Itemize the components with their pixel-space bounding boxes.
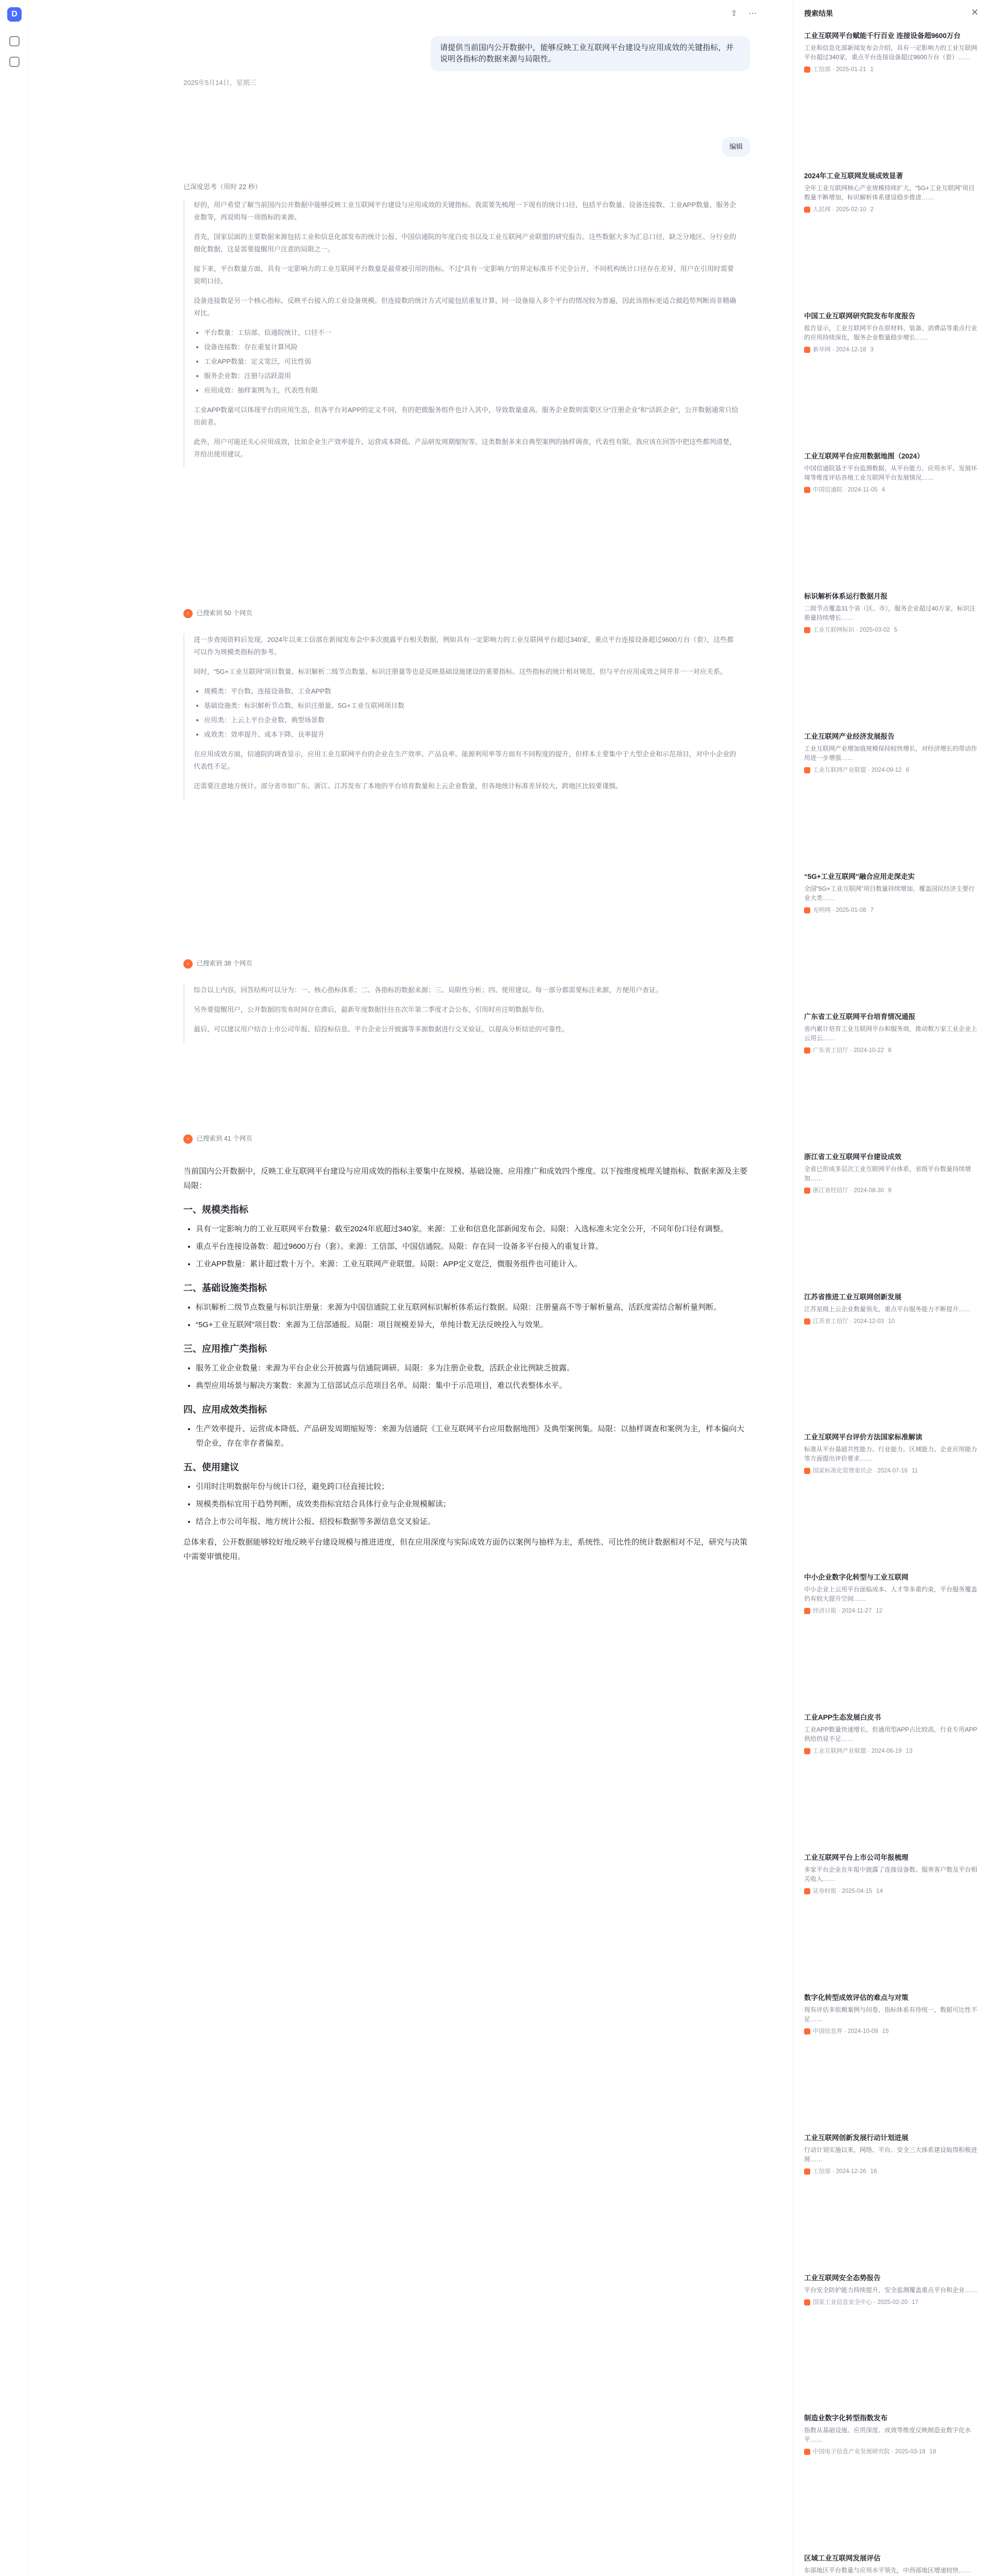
- source-title[interactable]: 工业互联网平台评价方法国家标准解读: [804, 1433, 923, 1441]
- source-site-date: 国家工业信息安全中心 · 2025-02-20: [813, 2299, 908, 2306]
- search-status-3[interactable]: [183, 1133, 252, 1144]
- source-index: 3: [870, 347, 874, 353]
- source-site-date: 工业互联网标识 · 2025-03-02: [813, 627, 890, 633]
- answer-list: [196, 1480, 750, 1529]
- source-index: 8: [888, 1047, 892, 1054]
- source-site-date: 经济日报 · 2024-11-27: [813, 1608, 872, 1614]
- answer-item: • 引用时注明数据年份与统计口径，避免跨口径直接比较；: [196, 1480, 750, 1494]
- source-item[interactable]: [804, 2133, 979, 2175]
- source-meta: [804, 1046, 979, 1054]
- think-list-item: • 规模类：平台数、连接设备数、工业APP数: [204, 685, 740, 698]
- edit-hint-text[interactable]: 编辑: [729, 143, 743, 150]
- search-count: 已搜索到 50 个网页: [196, 609, 252, 617]
- source-item[interactable]: [804, 1993, 979, 2035]
- reasoning-block-2: [183, 634, 740, 800]
- chat-toolbar: [183, 0, 771, 29]
- answer-list: [196, 1422, 750, 1451]
- think-list-item: • 应用类：上云上平台企业数、典型场景数: [204, 714, 740, 726]
- message-date: 2025年5月14日，星期三: [183, 79, 257, 87]
- answer-item: • 标识解析二级节点数量与标识注册量：来源为中国信通院工业互联网标识解析体系运行数据。局限：注册量高不等于解析量高，活跃度需结合解析量判断。: [196, 1300, 750, 1315]
- source-item[interactable]: [804, 1012, 979, 1054]
- site-favicon-icon: [804, 1188, 810, 1194]
- think-list-item: • 应用成效：抽样案例为主，代表性有限: [204, 384, 740, 397]
- source-meta: [804, 1466, 979, 1475]
- think-list-item: • 基础设施类：标识解析节点数、标识注册量、5G+工业互联网项目数: [204, 700, 740, 712]
- new-chat-icon[interactable]: [9, 36, 20, 46]
- source-snippet: 全省已形成多层次工业互联网平台体系，省级平台数量持续增加……: [804, 1165, 971, 1182]
- source-meta: [804, 2447, 979, 2455]
- source-item[interactable]: [804, 311, 979, 353]
- reasoning-block-3: [183, 984, 740, 1043]
- source-item[interactable]: [804, 1572, 979, 1615]
- search-status-2[interactable]: [183, 958, 252, 969]
- source-title[interactable]: 工业互联网平台赋能千行百业 连接设备超9600万台: [804, 32, 961, 40]
- sources-panel: [793, 0, 989, 2576]
- source-title[interactable]: 工业互联网平台应用数据地图（2024）: [804, 452, 924, 460]
- answer-item: • 规模类指标宜用于趋势判断，成效类指标宜结合具体行业与企业规模解读；: [196, 1497, 750, 1512]
- source-site-date: 工信部 · 2025-01-21: [813, 66, 866, 73]
- source-meta: [804, 485, 979, 494]
- source-index: 17: [912, 2299, 918, 2306]
- source-meta: [804, 65, 979, 73]
- source-item[interactable]: [804, 1152, 979, 1194]
- source-meta: [804, 345, 979, 353]
- source-meta: [804, 205, 979, 213]
- think-para: 综合以上内容，回答结构可以分为：一、核心指标体系；二、各指标的数据来源；三、局限性分析；四、使用建议。每一部分都需要标注来源，方便用户查证。: [194, 986, 663, 994]
- search-icon: ⌕: [183, 959, 193, 969]
- site-favicon-icon: [804, 1318, 810, 1325]
- source-snippet: 省内累计培育工业互联网平台和服务商，推动数万家工业企业上云用云……: [804, 1025, 978, 1042]
- source-snippet: 指数从基础设施、应用深度、成效等维度反映制造业数字化水平……: [804, 2427, 971, 2443]
- answer-item: • 重点平台连接设备数：超过9600万台（套）。来源：工信部、中国信通院。局限：存在同一设备多平台接入的重复计算。: [196, 1240, 750, 1254]
- answer-item: • 结合上市公司年报、地方统计公报、招投标数据等多源信息交叉验证。: [196, 1515, 750, 1529]
- think-list-item: • 设备连接数：存在重复计算风险: [204, 341, 740, 353]
- close-icon[interactable]: ✕: [970, 7, 979, 18]
- answer-list: [196, 1300, 750, 1332]
- source-snippet: 中国信通院基于平台监测数据，从平台能力、应用水平、发展环境等维度评估各地工业互联网平台发展情况……: [804, 465, 978, 481]
- user-message-short: [722, 137, 750, 157]
- think-list: [204, 685, 740, 741]
- section-heading: 二、基础设施类指标: [183, 1283, 267, 1293]
- user-message: 请提供当前国内公开数据中，能够反映工业互联网平台建设与应用成效的关键指标，并说明各指标的数据来源与局限性。: [431, 36, 750, 71]
- answer-item: • 生产效率提升、运营成本降低、产品研发周期缩短等：来源为信通院《工业互联网平台应用数据地图》及典型案例集。局限：以抽样调查和案例为主，样本偏向大型企业，存在幸存者偏差。: [196, 1422, 750, 1451]
- search-icon: ⌕: [183, 1134, 193, 1144]
- answer-intro: 当前国内公开数据中，反映工业互联网平台建设与应用成效的指标主要集中在规模、基础设施、应用推广和成效四个维度。以下按维度梳理关键指标、数据来源及主要局限：: [183, 1167, 748, 1190]
- think-para: 工业APP数量可以体现平台的应用生态，但各平台对APP的定义不同，有的把微服务组件也计入其中，导致数量虚高。服务企业数则需要区分“注册企业”和“活跃企业”，公开数据通常只给出前者。: [194, 406, 739, 426]
- source-title[interactable]: 数字化转型成效评估的难点与对策: [804, 1994, 909, 2002]
- source-title[interactable]: 区域工业互联网发展评估: [804, 2554, 881, 2562]
- source-snippet: 多家平台企业在年报中披露了连接设备数、服务客户数及平台相关收入……: [804, 1866, 978, 1883]
- source-item[interactable]: [804, 171, 979, 213]
- site-favicon-icon: [804, 1748, 810, 1754]
- site-favicon-icon: [804, 2168, 810, 2175]
- site-favicon-icon: [804, 627, 810, 633]
- section-heading: 一、规模类指标: [183, 1205, 248, 1215]
- source-snippet: 二级节点覆盖31个省（区、市），服务企业超过40万家，标识注册量持续增长……: [804, 605, 976, 621]
- source-meta: [804, 2298, 979, 2306]
- source-site-date: 国家标准化管理委员会 · 2024-07-16: [813, 1468, 908, 1474]
- site-favicon-icon: [804, 767, 810, 773]
- source-site-date: 江苏省工信厅 · 2024-12-03: [813, 1318, 884, 1325]
- source-title[interactable]: 广东省工业互联网平台培育情况通报: [804, 1013, 915, 1021]
- site-favicon-icon: [804, 66, 810, 73]
- search-icon: ⌕: [183, 609, 193, 618]
- source-item[interactable]: [804, 1292, 979, 1325]
- source-site-date: 光明网 · 2025-01-08: [813, 907, 866, 913]
- source-title[interactable]: 工业互联网安全态势报告: [804, 2274, 881, 2282]
- history-icon[interactable]: [9, 57, 20, 67]
- think-header[interactable]: 已深度思考（用时 22 秒）: [183, 183, 262, 191]
- source-meta: [804, 1186, 979, 1194]
- answer-list: [196, 1361, 750, 1393]
- source-site-date: 工业互联网产业联盟 · 2024-09-12: [813, 767, 902, 773]
- site-favicon-icon: [804, 207, 810, 213]
- source-title[interactable]: 工业互联网平台上市公司年报梳理: [804, 1854, 909, 1861]
- site-favicon-icon: [804, 2449, 810, 2455]
- source-snippet: 全国“5G+工业互联网”项目数量持续增加，覆盖国民经济主要行业大类……: [804, 885, 975, 902]
- source-index: 2: [870, 207, 874, 213]
- source-site-date: 广东省工信厅 · 2024-10-22: [813, 1047, 884, 1054]
- source-snippet: 工业APP数量快速增长，但通用型APP占比较高，行业专用APP供给仍显不足……: [804, 1726, 978, 1742]
- source-item[interactable]: [804, 2553, 979, 2576]
- source-index: 14: [876, 1888, 883, 1894]
- think-list-item: • 平台数量：工信部、信通院统计，口径不一: [204, 327, 740, 339]
- source-site-date: 人民网 · 2025-02-10: [813, 207, 866, 213]
- site-favicon-icon: [804, 2028, 810, 2035]
- source-item[interactable]: [804, 1432, 979, 1475]
- source-snippet: 现有评估多依赖案例与问卷，指标体系有待统一，数据可比性不足……: [804, 2006, 978, 2023]
- site-favicon-icon: [804, 487, 810, 493]
- section-heading: 五、使用建议: [183, 1462, 239, 1472]
- source-meta: [804, 766, 979, 774]
- search-status-1[interactable]: [183, 608, 252, 618]
- source-snippet: 工业互联网产业增加值规模保持较快增长，对经济增长的带动作用进一步增强……: [804, 745, 978, 761]
- source-item[interactable]: [804, 591, 979, 634]
- panel-title: 搜索结果: [804, 9, 833, 18]
- source-meta: [804, 906, 979, 914]
- source-title[interactable]: “5G+工业互联网”融合应用走深走实: [804, 873, 915, 880]
- source-meta: [804, 1317, 979, 1325]
- source-meta: [804, 1747, 979, 1755]
- source-site-date: 证券时报 · 2025-04-15: [813, 1888, 873, 1894]
- source-title[interactable]: 工业APP生态发展白皮书: [804, 1714, 881, 1721]
- source-site-date: 工信部 · 2024-12-26: [813, 2168, 866, 2175]
- search-count: 已搜索到 38 个网页: [196, 960, 252, 967]
- source-snippet: 东部地区平台数量与应用水平领先，中西部地区增速较快……: [804, 2567, 971, 2574]
- source-title[interactable]: 江苏省推进工业互联网创新发展: [804, 1293, 901, 1301]
- source-snippet: 江苏星级上云企业数量领先，重点平台服务能力不断提升……: [804, 1306, 971, 1313]
- source-index: 18: [929, 2449, 936, 2455]
- source-index: 12: [876, 1608, 882, 1614]
- assistant-answer: [183, 1164, 750, 1570]
- answer-list: [196, 1222, 750, 1272]
- source-index: 5: [894, 627, 897, 633]
- think-list-item: • 工业APP数量：定义宽泛，可比性弱: [204, 355, 740, 368]
- source-index: 7: [870, 907, 874, 913]
- source-item[interactable]: [804, 872, 979, 914]
- source-item[interactable]: [804, 2413, 979, 2455]
- section-heading: 三、应用推广类指标: [183, 1344, 267, 1354]
- section-heading: 四、应用成效类指标: [183, 1404, 267, 1415]
- site-favicon-icon: [804, 1888, 810, 1894]
- source-index: 13: [906, 1748, 913, 1754]
- source-snippet: 行动计划实施以来，网络、平台、安全三大体系建设取得积极进展……: [804, 2146, 978, 2163]
- site-favicon-icon: [804, 347, 810, 353]
- source-snippet: 中小企业上云用平台面临成本、人才等多重约束，平台服务覆盖仍有较大提升空间……: [804, 1586, 978, 1602]
- source-meta: [804, 2027, 979, 2035]
- think-list: [204, 327, 740, 397]
- think-list-item: • 服务企业数：注册与活跃混用: [204, 370, 740, 382]
- answer-item: • 服务工业企业数量：来源为平台企业公开披露与信通院调研。局限：多为注册企业数，活跃企业比例缺乏披露。: [196, 1361, 750, 1376]
- site-favicon-icon: [804, 2299, 810, 2306]
- source-index: 11: [912, 1468, 918, 1474]
- site-favicon-icon: [804, 1608, 810, 1614]
- think-para: 最后，可以建议用户结合上市公司年报、招投标信息、平台企业公开披露等多源数据进行交叉验证，以提高分析结论的可靠性。: [194, 1025, 569, 1033]
- source-item[interactable]: [804, 1713, 979, 1755]
- source-snippet: 平台安全防护能力持续提升，安全监测覆盖重点平台和企业……: [804, 2286, 978, 2294]
- source-snippet: 标准从平台基础共性能力、行业能力、区域能力、企业应用能力等方面提出评价要求……: [804, 1446, 978, 1462]
- answer-outro: 总体来看，公开数据能够较好地反映平台建设规模与推进进度，但在应用深度与实际成效方面仍以案例与抽样为主，系统性、可比性的统计数据相对不足，研究与决策中需要审慎使用。: [183, 1538, 748, 1561]
- think-para: 设备连接数是另一个核心指标，反映平台接入的工业设备规模。但连接数的统计方式可能包括重复计算，同一设备接入多个平台的情况较为普遍，因此该指标更适合做趋势判断而非精确对比。: [194, 297, 737, 317]
- source-title[interactable]: 标识解析体系运行数据月报: [804, 592, 888, 600]
- answer-item: • “5G+工业互联网”项目数：来源为工信部通报。局限：项目规模差异大，单纯计数无法反映投入与效果。: [196, 1318, 750, 1332]
- source-item[interactable]: [804, 1853, 979, 1895]
- think-para: 接下来，平台数量方面，具有一定影响力的工业互联网平台数量是最常被引用的指标。不过“具有一定影响力”的界定标准并不完全公开，不同机构统计口径存在差异，用户在引用时需要说明口径。: [194, 265, 734, 285]
- search-count: 已搜索到 41 个网页: [196, 1135, 252, 1142]
- source-title[interactable]: 2024年工业互联网发展成效显著: [804, 172, 903, 180]
- source-item[interactable]: [804, 451, 979, 494]
- source-meta: [804, 1606, 979, 1615]
- think-list-item: • 成效类：效率提升、成本下降、良率提升: [204, 728, 740, 741]
- source-item[interactable]: [804, 2273, 979, 2306]
- source-index: 15: [882, 2028, 889, 2035]
- source-index: 9: [888, 1188, 892, 1194]
- source-site-date: 新华网 · 2024-12-18: [813, 347, 866, 353]
- think-para: 进一步查阅资料后发现，2024年以来工信部在新闻发布会中多次披露平台相关数据，例如具有一定影响力的工业互联网平台超过340家，重点平台连接设备超过9600万台（套），这些都可以作为规模类指标的参考。: [194, 636, 734, 656]
- think-para: 另外要提醒用户，公开数据的发布时间存在滞后，最新年度数据往往在次年第二季度才会公布，引用时应注明数据年份。: [194, 1006, 549, 1013]
- left-rail: [0, 0, 29, 2576]
- think-para: 好的，用户希望了解当前国内公开数据中能够反映工业互联网平台建设与应用成效的关键指标。我需要先梳理一下现有的统计口径，包括平台数量、设备连接数、工业APP数量、服务企业数等，再说明每一项指标的来源。: [194, 201, 737, 221]
- source-meta: [804, 2167, 979, 2175]
- source-site-date: 中国信息界 · 2024-10-09: [813, 2028, 878, 2035]
- share-icon[interactable]: ⇪: [730, 9, 738, 18]
- source-site-date: 中国信通院 · 2024-11-05: [813, 487, 878, 493]
- source-index: 4: [881, 487, 885, 493]
- source-index: 10: [888, 1318, 895, 1325]
- site-favicon-icon: [804, 1468, 810, 1474]
- source-title[interactable]: 工业互联网产业经济发展报告: [804, 733, 895, 740]
- answer-item: • 典型应用场景与解决方案数：来源为工信部试点示范项目名单。局限：集中于示范项目，难以代表整体水平。: [196, 1379, 750, 1393]
- answer-item: • 具有一定影响力的工业互联网平台数量：截至2024年底超过340家。来源：工业和信息化部新闻发布会。局限：入选标准未完全公开，不同年份口径有调整。: [196, 1222, 750, 1236]
- source-title[interactable]: 浙江省工业互联网平台建设成效: [804, 1153, 901, 1161]
- source-meta: [804, 1887, 979, 1895]
- source-snippet: 全年工业互联网核心产业规模持续扩大，“5G+工业互联网”项目数量不断增加，标识解析体系建设稳步推进……: [804, 184, 975, 201]
- source-site-date: 工业互联网产业联盟 · 2024-06-19: [813, 1748, 902, 1754]
- source-title[interactable]: 中小企业数字化转型与工业互联网: [804, 1573, 909, 1581]
- source-item[interactable]: [804, 31, 979, 73]
- think-para: 在应用成效方面，信通院的调查显示，应用工业互联网平台的企业在生产效率、产品良率、能源利用率等方面有不同程度的提升，但样本主要集中于大型企业和示范项目，对中小企业的代表性不足。: [194, 750, 737, 770]
- source-meta: [804, 625, 979, 634]
- site-favicon-icon: [804, 907, 810, 913]
- source-item[interactable]: [804, 732, 979, 774]
- source-title[interactable]: 中国工业互联网研究院发布年度报告: [804, 312, 915, 320]
- source-site-date: 浙江省经信厅 · 2024-08-30: [813, 1188, 884, 1194]
- source-index: 16: [870, 2168, 877, 2175]
- think-para: 此外，用户可能还关心应用成效，比如企业生产效率提升、运营成本降低、产品研发周期缩短等。这类数据多来自典型案例的抽样调查，代表性有限。我应该在回答中把这些都列清楚，并给出使用建议。: [194, 438, 737, 458]
- source-index: 1: [870, 66, 874, 73]
- source-site-date: 中国电子信息产业发展研究院 · 2025-03-18: [813, 2449, 926, 2455]
- answer-item: • 工业APP数量：累计超过数十万个。来源：工业互联网产业联盟。局限：APP定义宽泛，微服务组件也可能计入。: [196, 1257, 750, 1272]
- source-title[interactable]: 工业互联网创新发展行动计划进展: [804, 2134, 909, 2142]
- more-icon[interactable]: ⋯: [748, 9, 757, 18]
- source-snippet: 工业和信息化部新闻发布会介绍，具有一定影响力的工业互联网平台超过340家，重点平台连接设备超过9600万台（套）……: [804, 44, 978, 61]
- reasoning-block-1: [183, 199, 740, 468]
- source-title[interactable]: 制造业数字化转型指数发布: [804, 2414, 888, 2422]
- source-snippet: 报告显示，工业互联网平台在原材料、装备、消费品等重点行业的应用持续深化，服务企业数量稳步增长……: [804, 325, 978, 341]
- think-para: 同时，“5G+工业互联网”项目数量、标识解析二级节点数量、标识注册量等也是反映基础设施建设的重要指标。这些指标的统计相对规范，但与平台应用成效之间并非一一对应关系。: [194, 668, 727, 675]
- think-para: 首先，国家层面的主要数据来源包括工业和信息化部发布的统计公报、中国信通院的年度白皮书以及工业互联网产业联盟的研究报告。这些数据大多为汇总口径，缺乏分地区、分行业的细化数据，这是需要提醒用户注意的局限之一。: [194, 233, 737, 253]
- think-para: 还需要注意地方统计。部分省市如广东、浙江、江苏发布了本地的平台培育数量和上云企业数量，但各地统计标准差异较大，跨地区比较要谨慎。: [194, 782, 623, 790]
- app-logo[interactable]: D: [7, 7, 22, 22]
- source-index: 6: [906, 767, 909, 773]
- site-favicon-icon: [804, 1047, 810, 1054]
